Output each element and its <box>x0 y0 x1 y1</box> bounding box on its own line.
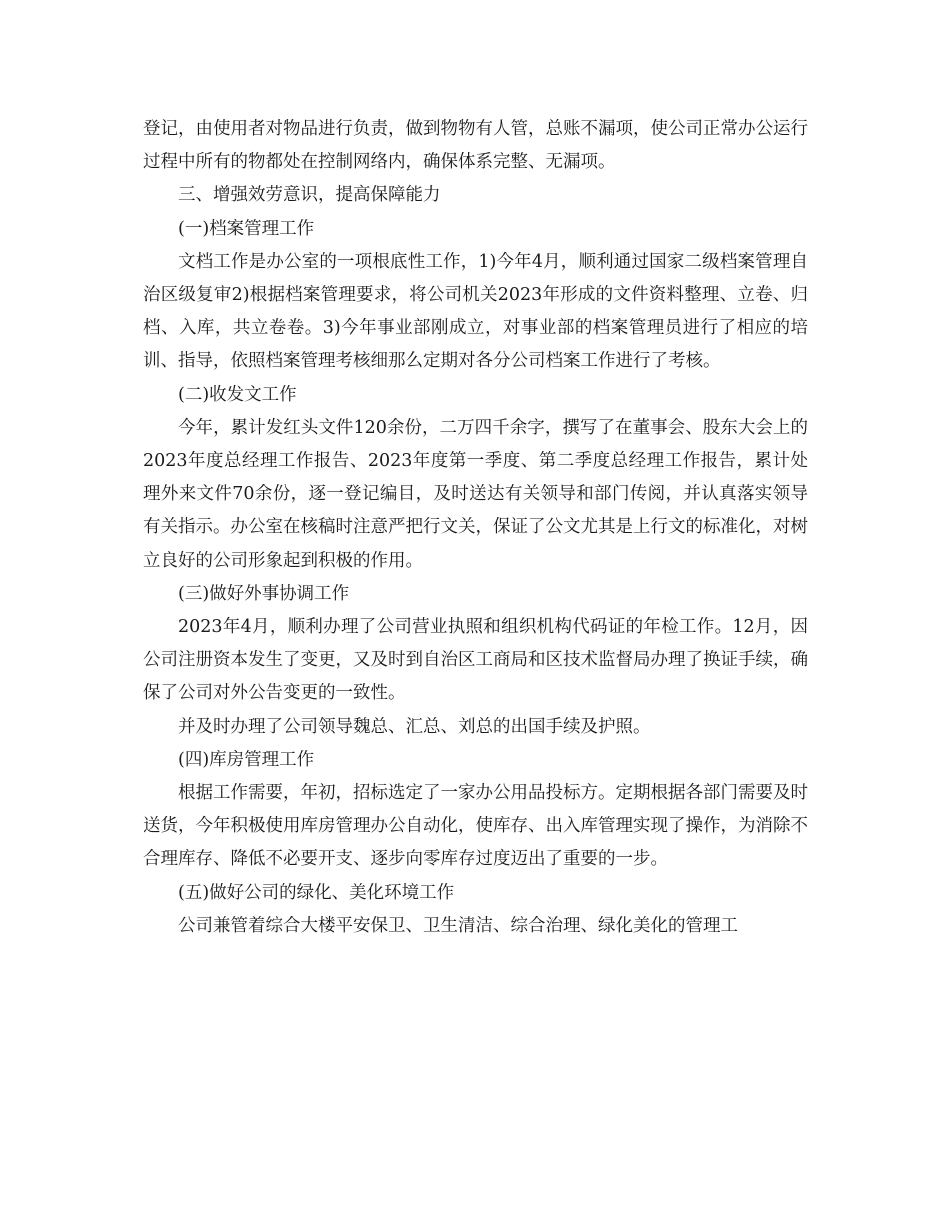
subheading-archive-management: (一)档案管理工作 <box>178 218 315 239</box>
paragraph-document-dispatch: 今年，累计发红头文件120余份，二万四千余字，撰写了在董事会、股东大会上的2023年度总经理工作报告、2023年度第一季度、第二季度总经理工作报告，累计处理外来文件70余份，逐一登记编目，及时送达有关领导和部门传阅，并认真落实领导有关指示。办公室在核稿时注意严把行文关，保证了公文尤其是上行文的标准化，对树立良好的公司形象起到积极的作用。 <box>143 417 808 571</box>
paragraph-external-coordination: 2023年4月，顺利办理了公司营业执照和组织机构代码证的年检工作。12月，因公司注册资本发生了变更，又及时到自治区工商局和区技术监督局办理了换证手续，确保了公司对外公告变更的一致性。 <box>143 617 808 704</box>
paragraph-archive-management: 文档工作是办公室的一项根底性工作，1)今年4月，顺利通过国家二级档案管理自治区级复审2)根据档案管理要求，将公司机关2023年形成的文件资料整理、立卷、归档、入库，共立卷卷。3)今年事业部刚成立，对事业部的档案管理员进行了相应的培训、指导，依照档案管理考核细那么定期对各分公司档案工作进行了考核。 <box>143 251 808 372</box>
paragraph-1: 登记，由使用者对物品进行负责，做到物物有人管，总账不漏项，使公司正常办公运行过程中所有的物都处在控制网络内，确保体系完整、无漏项。 <box>143 119 808 173</box>
paragraph-warehouse-management: 根据工作需要，年初，招标选定了一家办公用品投标方。定期根据各部门需要及时送货，今年积极使用库房管理办公自动化，使库存、出入库管理实现了操作，为消除不合理库存、降低不必要开支、逐步向零库存过度迈出了重要的一步。 <box>143 783 808 870</box>
subheading-warehouse-management: (四)库房管理工作 <box>178 749 315 770</box>
subheading-greening: (五)做好公司的绿化、美化环境工作 <box>178 882 455 903</box>
subheading-document-dispatch: (二)收发文工作 <box>178 384 297 405</box>
paragraph-greening: 公司兼管着综合大楼平安保卫、卫生清洁、综合治理、绿化美化的管理工 <box>178 915 738 936</box>
document-body <box>143 113 808 943</box>
section-heading-3: 三、增强效劳意识，提高保障能力 <box>178 185 441 206</box>
paragraph-passports: 并及时办理了公司领导魏总、汇总、刘总的出国手续及护照。 <box>178 716 651 737</box>
subheading-external-coordination: (三)做好外事协调工作 <box>178 583 350 604</box>
